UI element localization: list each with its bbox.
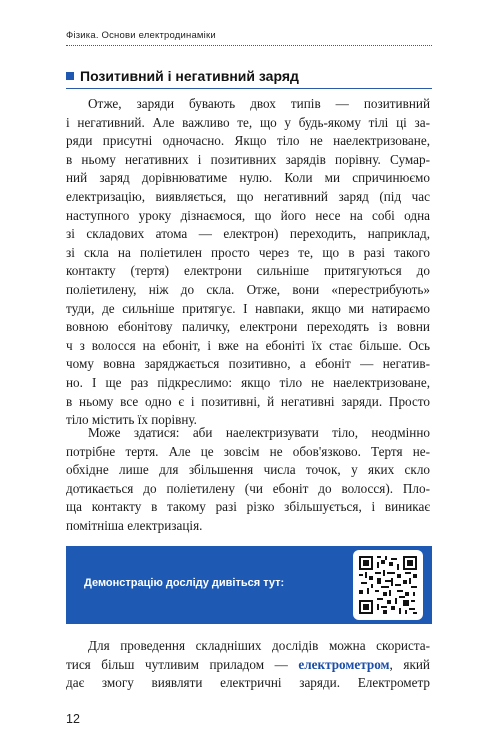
qr-code-frame[interactable]: [353, 550, 423, 620]
paragraph-line: в ньому все одно є і позитивні, й негативні заряди. Просто: [66, 393, 430, 409]
line-text: , який: [389, 656, 430, 672]
section-heading: [66, 66, 430, 86]
page-number: 12: [66, 712, 80, 726]
paragraph-line: в ньому негативних і позитивних зарядів порівну. Сумар-: [66, 151, 430, 167]
running-head: Фізика. Основи електродинаміки: [66, 30, 216, 41]
line-text: тися більш чутливим приладом —: [66, 656, 299, 672]
paragraph-line: дає змогу виявляти електричні заряди. Електрометр: [66, 675, 430, 691]
paragraph-line: ща контакту в такому разі різко збільшується, і виникає: [66, 499, 430, 515]
qr-code-icon: [359, 556, 417, 614]
paragraph-2: [66, 424, 430, 536]
header-dotted-rule: [66, 45, 432, 46]
paragraph-line: помітніша електризація.: [66, 517, 203, 533]
paragraph-line: чому вовна заряджається позитивно, а ебоніт — негатив-: [66, 356, 430, 372]
paragraph-line: [66, 656, 430, 675]
paragraph-line: Може здатися: аби наелектризувати тіло, неодмінно: [88, 425, 430, 440]
paragraph-line: потрібне тертя. Але це зовсім не обов'язково. Тертя не-: [66, 443, 430, 459]
paragraph-line: зі скла на поліетилен просто через те, що в разі такого: [66, 244, 430, 260]
paragraph-line: ний заряд дорівнюватиме нулю. Коли ми спричинюємо: [66, 170, 430, 186]
paragraph-line: ряди присутні одночасно. Якщо тіло не наелектризоване,: [66, 133, 430, 149]
paragraph-line: Отже, заряди бувають двох типів — позитивний: [88, 96, 430, 111]
paragraph-1: [66, 95, 430, 430]
heading-square-icon: [66, 72, 74, 80]
paragraph-line: контакту (тертя) електрони сильніше притягуються до: [66, 263, 430, 279]
qr-label: Демонстрацію досліду дивіться тут:: [84, 577, 285, 589]
section-heading-text: Позитивний і негативний заряд: [80, 68, 299, 84]
paragraph-line: Для проведення складніших дослідів можна скориста-: [88, 638, 430, 653]
paragraph-line: наступного уроку дізнаємося, що його несе на собі одна: [66, 207, 430, 223]
paragraph-line: тіло містить їх порівну.: [66, 412, 197, 428]
heading-underline: [66, 88, 432, 89]
paragraph-line: електризацію, виявляється, що негативний заряд (під час: [66, 188, 430, 204]
qr-demo-box: [66, 546, 432, 624]
paragraph-line: поліетилену, ніж до скла. Отже, вони «перестрибують»: [66, 281, 430, 297]
paragraph-line: зі складових атома — електрон) переходить, наприклад,: [66, 226, 430, 242]
paragraph-3: [66, 637, 430, 693]
term-electrometer: електрометром: [298, 656, 390, 672]
paragraph-line: і негативний. Але важливо те, що у будь-якому тілі ці за-: [66, 114, 430, 130]
paragraph-line: вовною ебонітову паличку, електрони переходять із вовни: [66, 319, 430, 335]
paragraph-line: но. І ще раз підкреслимо: якщо тіло не наелектризоване,: [66, 374, 430, 390]
paragraph-line: туди, де сильніше притягує. І навпаки, якщо ми натираємо: [66, 300, 430, 316]
paragraph-line: дотикається до поліетилену (чи ебоніт до волосся). Пло-: [66, 480, 430, 496]
paragraph-line: ч з волосся на ебоніт, і вже на ебоніті їх стає більше. Ось: [66, 337, 430, 353]
paragraph-line: обхідне лише для збільшення числа точок, у яких скло: [66, 462, 430, 478]
